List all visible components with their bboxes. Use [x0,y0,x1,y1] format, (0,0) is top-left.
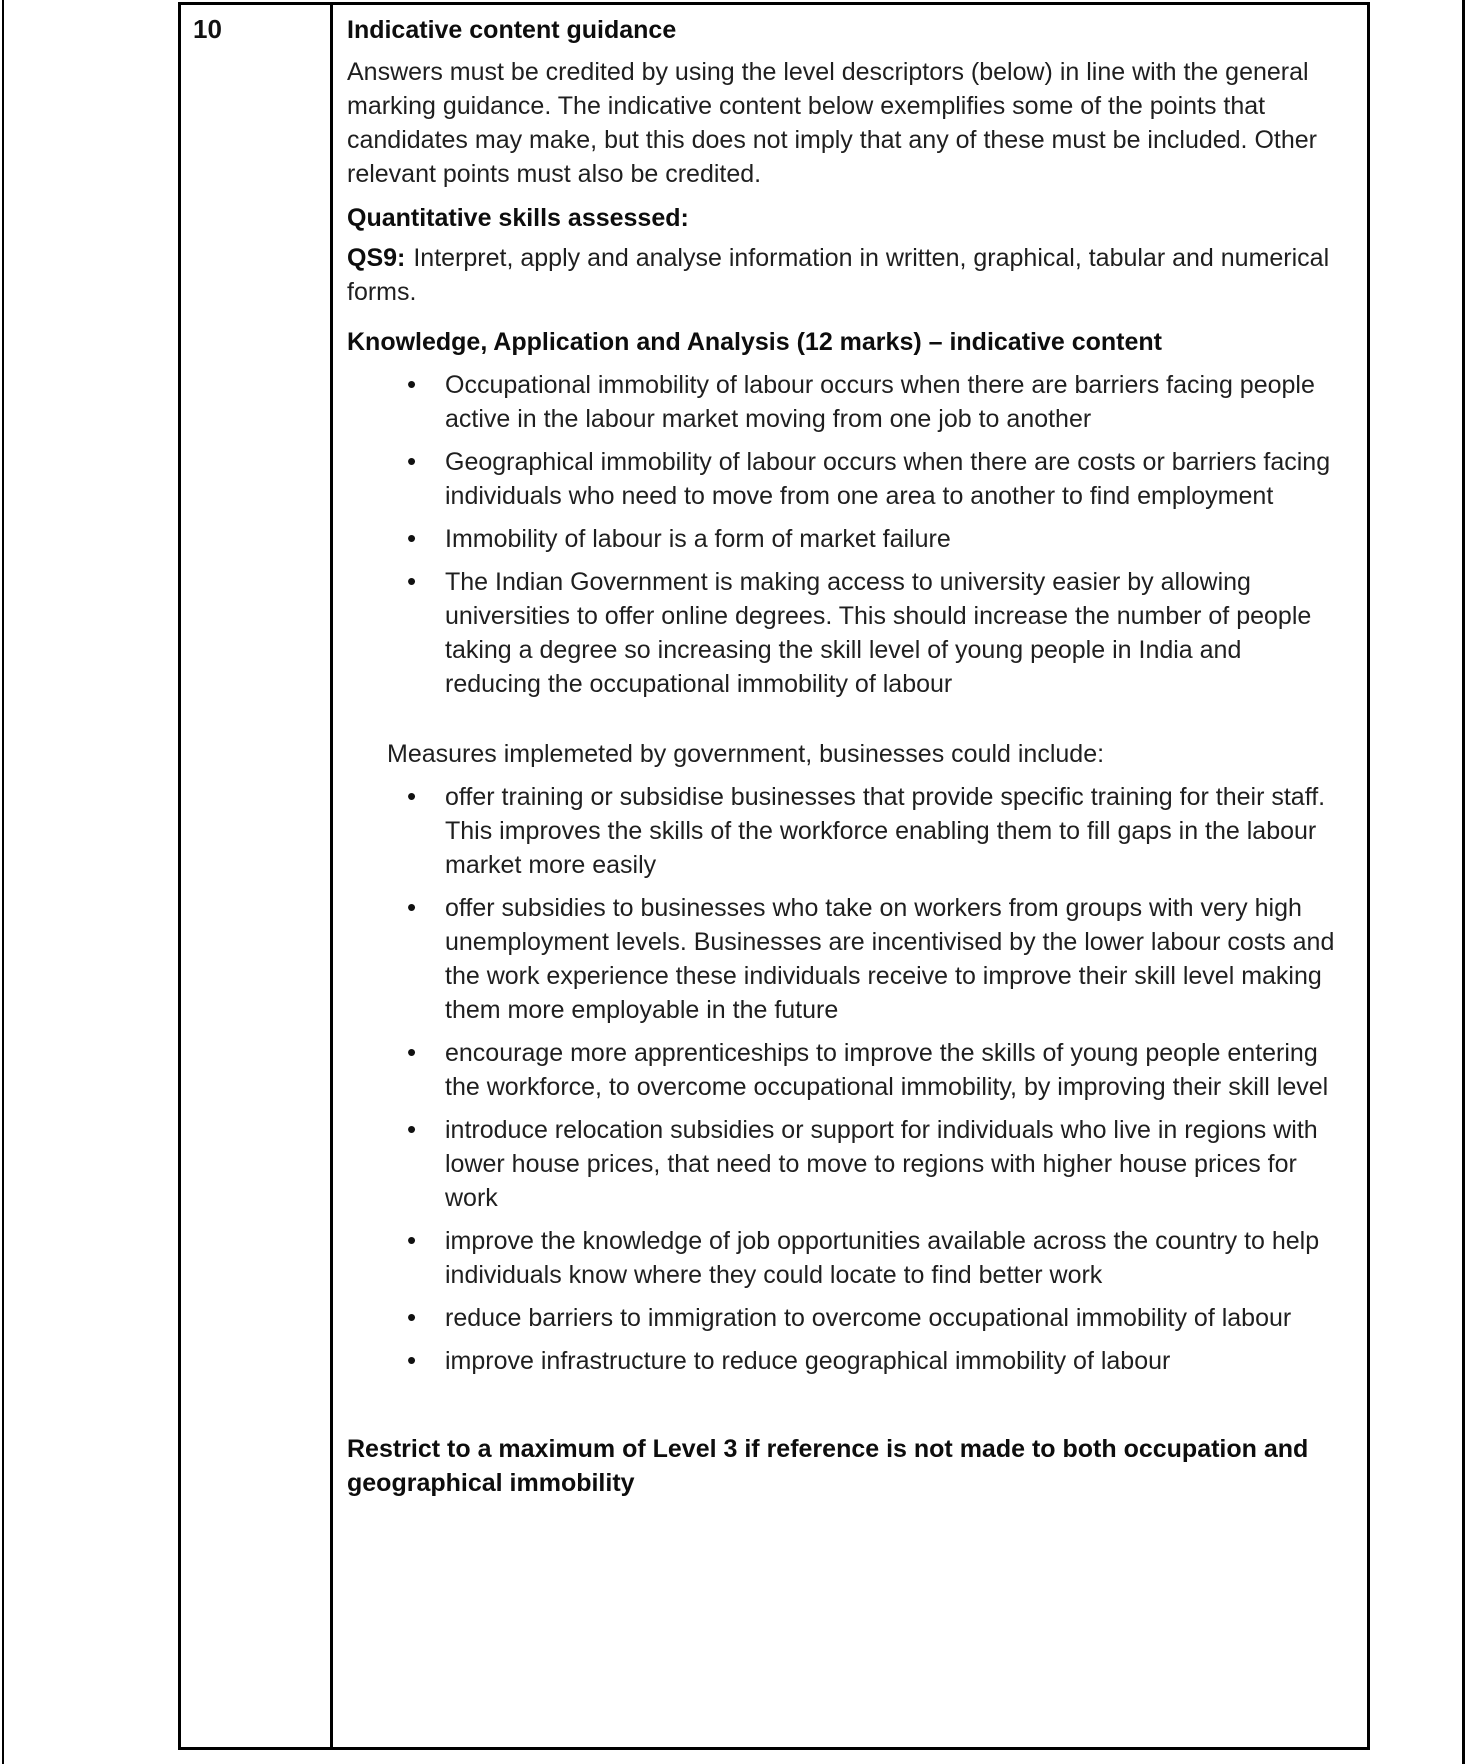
bullet-item: • reduce barriers to immigration to overcome occupational immobility of labour [405,1301,1343,1335]
question-number-cell [181,5,333,1747]
mark-scheme-table [178,2,1370,1750]
qs9-label: QS9: [347,244,406,272]
question-number: 10 [193,14,222,44]
indicative-bullet-list [405,368,1343,701]
bullet-item: • improve the knowledge of job opportunities available across the country to help individuals know where they could locate to find better work [405,1224,1343,1292]
bullet-item: • offer training or subsidise businesses that provide specific training for their staff. This improves the skills of the workforce enabling them to fill gaps in the labour market more easily [405,780,1343,882]
qs9-text: Interpret, apply and analyse information in written, graphical, tabular and numerical forms. [347,244,1330,306]
bullet-item: • Geographical immobility of labour occurs when there are costs or barriers facing individuals who need to move from one area to another to find employment [405,445,1343,513]
page-border-right [1462,0,1465,1764]
knowledge-application-analysis-heading: Knowledge, Application and Analysis (12 marks) – indicative content [347,328,1163,356]
measures-intro: Measures implemeted by government, businesses could include: [387,740,1105,768]
indicative-content-cell [333,5,1367,1747]
bullet-item: • The Indian Government is making access to university easier by allowing universities to offer online degrees. This should increase the number of people taking a degree so increasing the skill level of young people in India and reducing the occupational immobility of labour [405,565,1343,701]
bullet-item: • offer subsidies to businesses who take on workers from groups with very high unemployment levels. Businesses are incentivised by the lower labour costs and the work experience these individuals receive to improve their skill level making them more employable in the future [405,891,1343,1027]
bullet-item: • encourage more apprenticeships to improve the skills of young people entering the workforce, to overcome occupational immobility, by improving their skill level [405,1036,1343,1104]
intro-paragraph: Answers must be credited by using the level descriptors (below) in line with the general marking guidance. The indicative content below exemplifies some of the points that candidates may make, but this does not imply that any of these must be included. Other relevant points must also be credited. [347,58,1317,188]
page-border-left [2,0,4,1764]
quantitative-skills-heading: Quantitative skills assessed: [347,204,689,232]
bullet-item: • Immobility of labour is a form of market failure [405,522,1343,556]
bullet-item: • improve infrastructure to reduce geographical immobility of labour [405,1344,1343,1378]
restriction-note: Restrict to a maximum of Level 3 if reference is not made to both occupation and geographical immobility [347,1435,1309,1497]
measures-bullet-list [405,780,1343,1378]
qs9-paragraph [347,241,1343,309]
bullet-item: • Occupational immobility of labour occurs when there are barriers facing people active in the labour market moving from one job to another [405,368,1343,436]
bullet-item: • introduce relocation subsidies or support for individuals who live in regions with lower house prices, that need to move to regions with higher house prices for work [405,1113,1343,1215]
indicative-content-title: Indicative content guidance [347,16,677,44]
